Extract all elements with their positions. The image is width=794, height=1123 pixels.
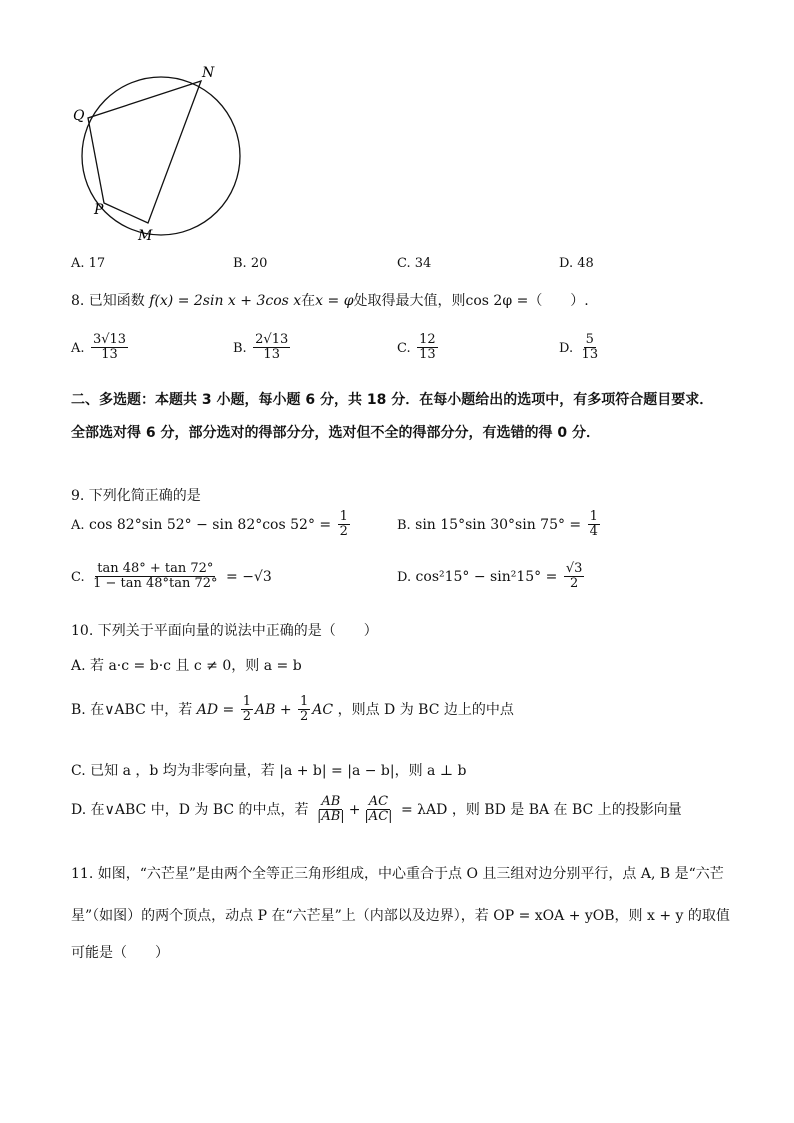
q8-prefix: 8. 已知函数 — [71, 293, 145, 309]
circle-quadrilateral-figure — [70, 60, 260, 249]
q8-stem — [71, 290, 589, 310]
section-heading: 二、多选题：本题共 3 小题，每小题 6 分，共 18 分．在每小题给出的选项中，有多项符合题目要求．全部选对得 6 分，部分选对的得部分分，选对但不全的得部分分，有选错的得 0 分． — [71, 392, 714, 441]
q10-option-c: C. 已知 a ，b 均为非零向量，若 |a + b| = |a − b|，则 a ⊥ b — [71, 763, 467, 779]
q8-c-den: 13 — [419, 347, 436, 363]
quadrilateral — [88, 81, 201, 223]
label-M: M — [138, 228, 153, 244]
q8-d-den: 13 — [581, 347, 599, 363]
q8-a-num: 3√13 — [92, 332, 127, 347]
q8-ask: cos 2φ = — [465, 293, 529, 309]
q8-option-d: D. $\frac{5}{13}$ — [559, 332, 599, 363]
figure-svg — [70, 60, 260, 245]
q8-b-den: 13 — [263, 347, 280, 363]
q8-option-c: C. $\frac{12}{13}$ — [397, 332, 436, 363]
q8-cond: x = φ — [315, 293, 354, 309]
label-N: N — [202, 65, 215, 81]
circle — [82, 77, 240, 235]
q10-option-b: B. 在∨ABC 中，若 AD = $\frac{1}{2}$ AB + $\frac{1}{2}$ AC ，则点 D 为 BC 边上的中点 — [71, 694, 514, 725]
q8-mid: 在 — [301, 293, 316, 309]
q7-option-d: D. 48 — [559, 256, 594, 271]
q11-line-2: 星”（如图）的两个顶点，动点 P 在“六芒星”上（内部以及边界），若 OP = xOA + yOB，则 x + y 的取值 — [71, 908, 730, 924]
q9-option-b: B. sin 15°sin 30°sin 75° = $\frac{1}{4}$ — [397, 509, 598, 540]
q10-option-a: A. 若 a·c = b·c 且 c ≠ 0，则 a = b — [71, 658, 302, 674]
q9-option-a: A. cos 82°sin 52° − sin 82°cos 52° = $\frac{1}{2}$ — [71, 509, 348, 540]
label-Q: Q — [73, 108, 85, 124]
q8-func: f(x) = 2sin x + 3cos x — [149, 293, 302, 309]
q7-option-c: C. 34 — [397, 256, 432, 271]
q8-d-num: 5 — [585, 332, 594, 347]
q9-option-d: D. cos²15° − sin²15° = $\frac{√3}{2}$ — [397, 561, 583, 592]
q8-suffix: 处取得最大值，则 — [353, 293, 466, 309]
q11-line-1: 11. 如图，“六芒星”是由两个全等正三角形组成，中心重合于点 O 且三组对边分别平行，点 A, B 是“六芒 — [71, 866, 724, 882]
q10-stem: 10. 下列关于平面向量的说法中正确的是（ ） — [71, 623, 378, 639]
q11-line-3: 可能是（ ） — [71, 945, 169, 961]
q8-option-b: B. $\frac{2√13}{13}$ — [233, 332, 289, 363]
q9-stem: 9. 下列化简正确的是 — [71, 488, 201, 504]
q8-paren: （ ）. — [528, 293, 589, 309]
q8-b-num: 2√13 — [255, 332, 289, 347]
q7-option-a: A. 17 — [71, 256, 106, 271]
q8-option-a: A. $\frac{3√13}{13}$ — [71, 332, 127, 363]
label-P: P — [94, 202, 104, 218]
q8-c-num: 12 — [419, 332, 436, 347]
q9-option-c: C. $\frac{\tan 48^\circ + \tan 72^\circ}{1 - \tan 48^\circ\tan 72^\circ}$ = −√3 — [71, 561, 272, 592]
q7-option-b: B. 20 — [233, 256, 268, 271]
q10-option-d: D. 在∨ABC 中，D 为 BC 的中点，若 $\frac{AB}{|AB|}$ + $\frac{AC}{|AC|}$ = λAD ，则 BD 是 BA 在 BC 上的投影向量 — [71, 794, 682, 825]
q8-a-den: 13 — [101, 347, 118, 363]
